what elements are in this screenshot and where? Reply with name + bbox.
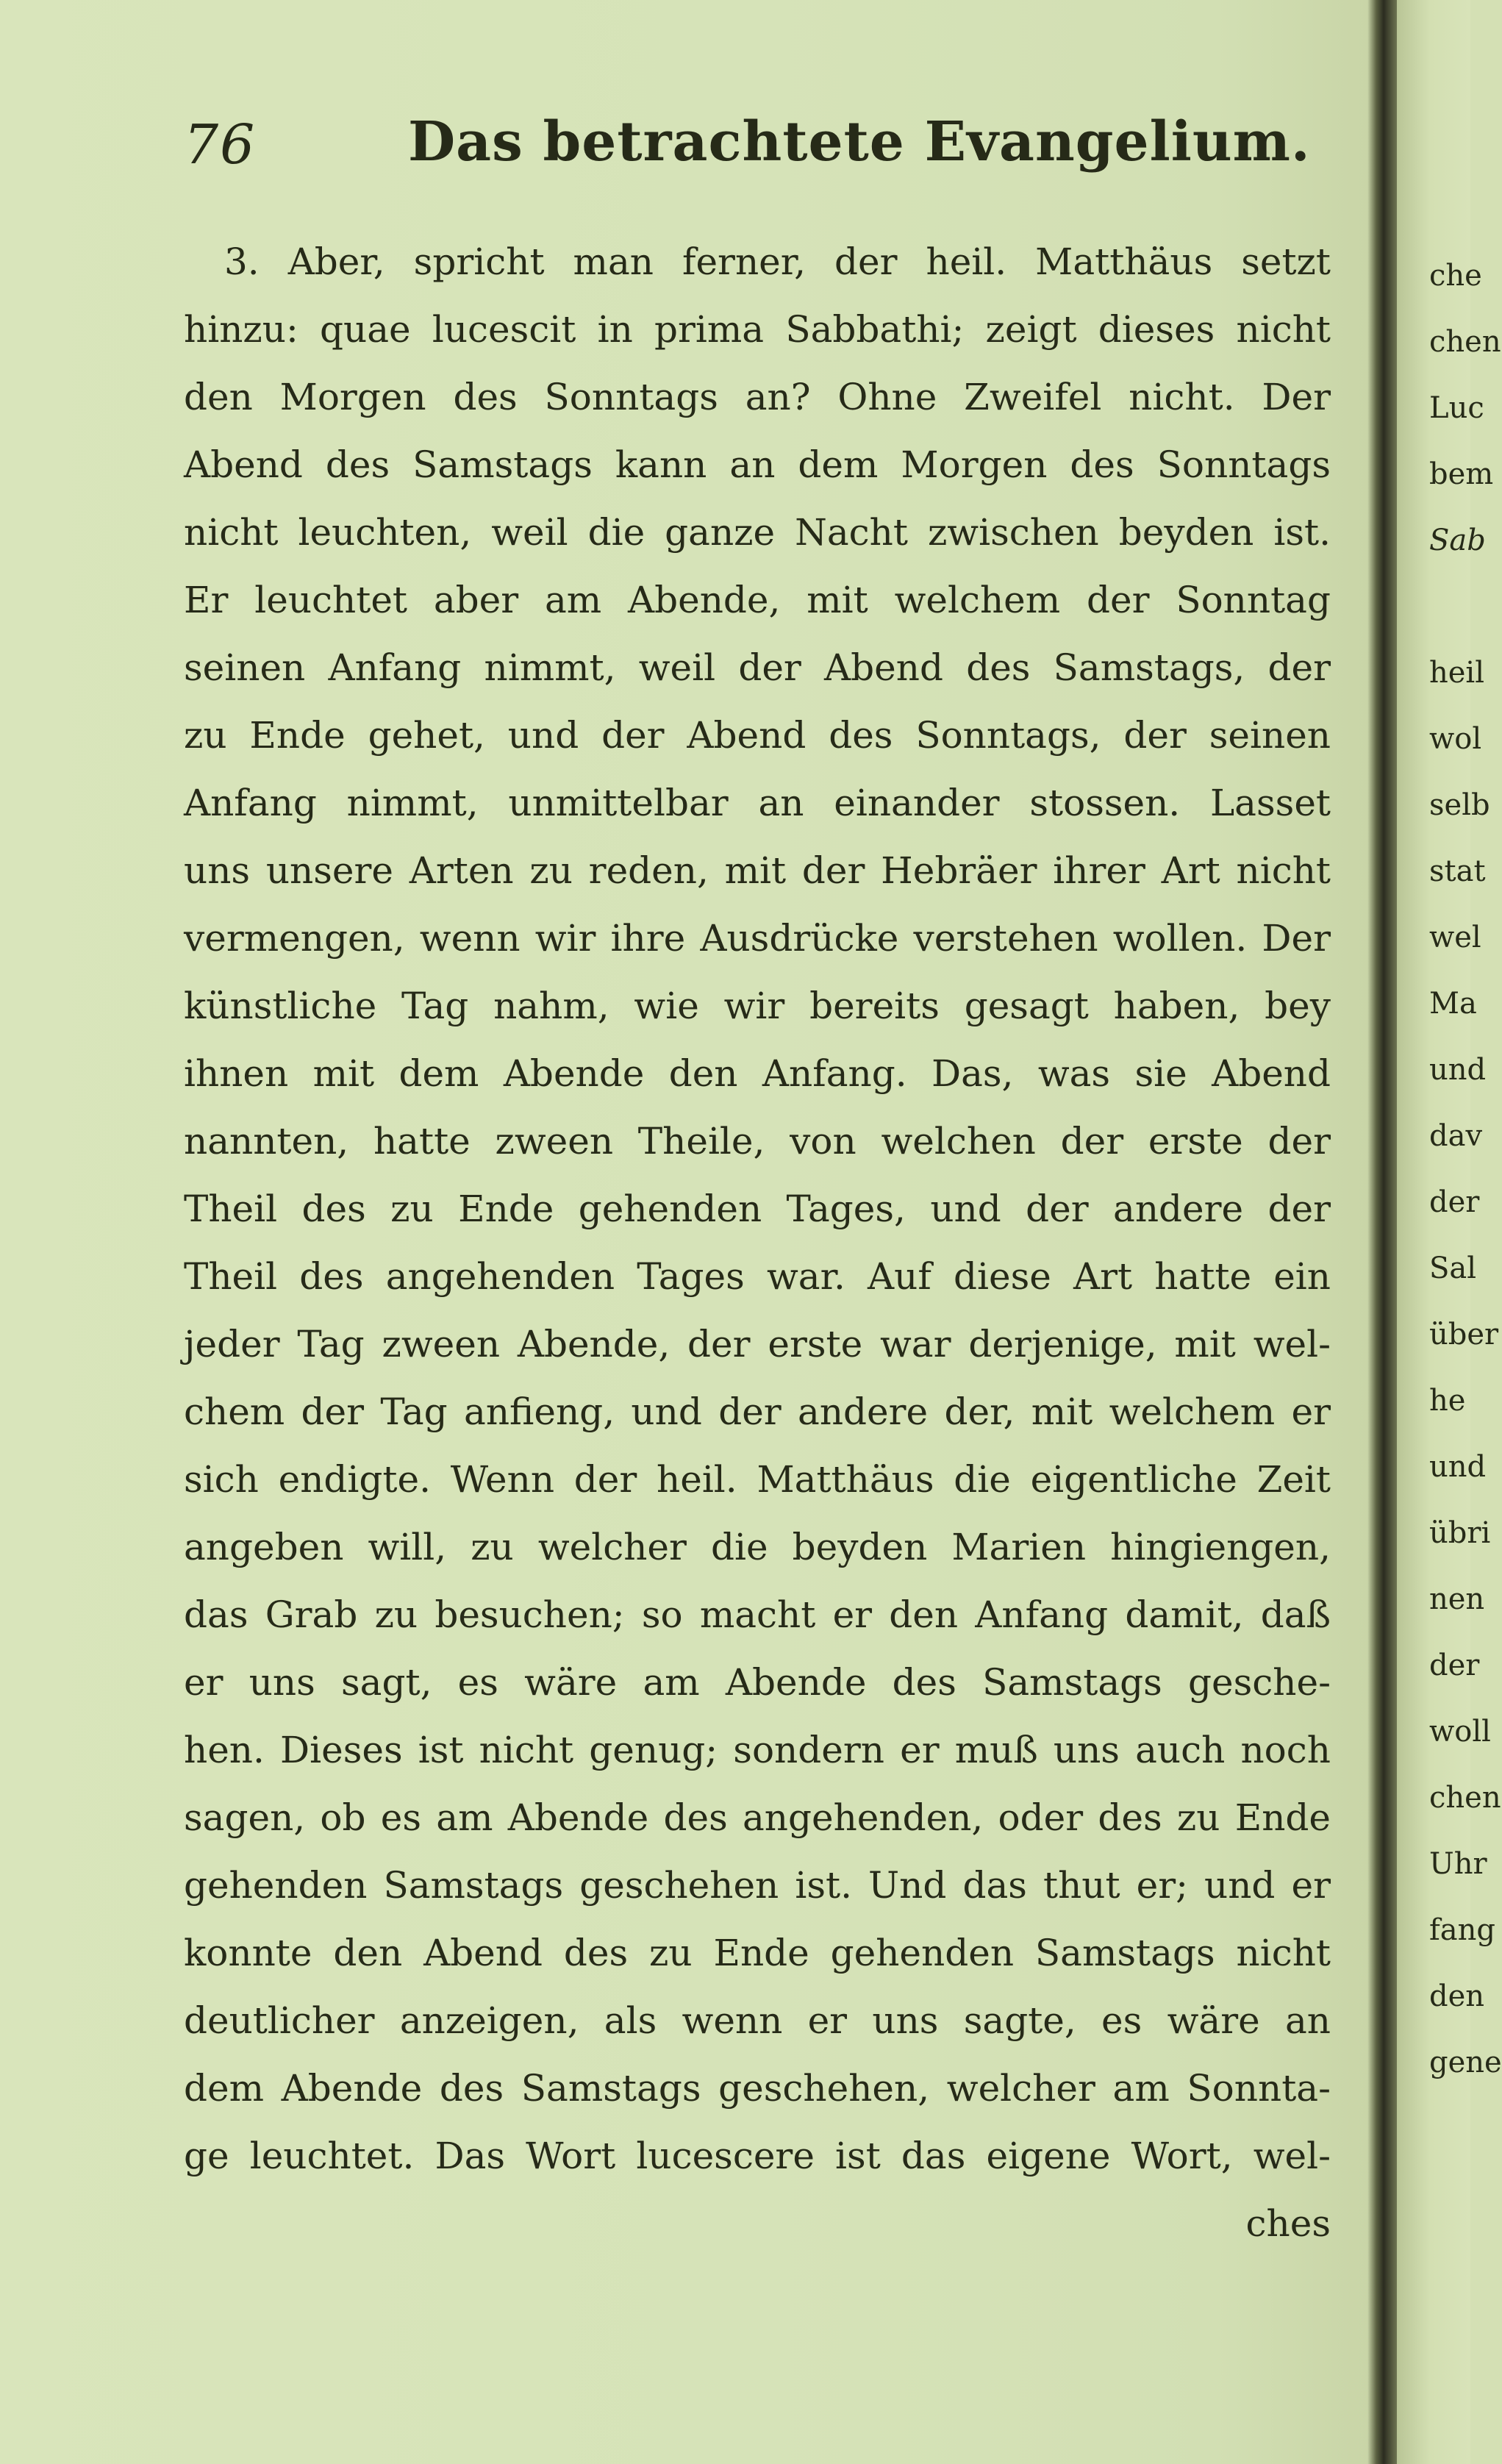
adjacent-page-fragment: Sal — [1429, 1251, 1477, 1285]
adjacent-page-fragment: dav — [1429, 1119, 1483, 1153]
text-line: künstliche Tag nahm, wie wir bereits gesagt haben, bey — [184, 985, 1331, 1027]
text-line: jeder Tag zween Abende, der erste war derjenige, mit wel- — [184, 1323, 1331, 1365]
adjacent-page-fragment: wol — [1429, 722, 1482, 756]
book-gutter — [1367, 0, 1397, 2464]
text-line: hen. Dieses ist nicht genug; sondern er muß uns auch noch — [184, 1729, 1331, 1771]
page-header — [184, 110, 1331, 191]
adjacent-page-fragment: he — [1429, 1384, 1466, 1418]
text-line: zu Ende gehet, und der Abend des Sonntags, der seinen — [184, 714, 1331, 757]
adjacent-page-fragment: den — [1429, 1979, 1485, 2013]
adjacent-page-fragment: und — [1429, 1053, 1487, 1087]
text-line: Theil des zu Ende gehenden Tages, und der andere der — [184, 1188, 1331, 1230]
adjacent-page-fragment: Sab — [1429, 524, 1486, 557]
text-line: Abend des Samstags kann an dem Morgen des Sonntags — [184, 443, 1331, 486]
body-text — [184, 228, 1331, 2257]
adjacent-page-fragment: der — [1429, 1649, 1480, 1682]
text-line: Er leuchtet aber am Abende, mit welchem der Sonntag — [184, 579, 1331, 621]
text-line: sich endigte. Wenn der heil. Matthäus die eigentliche Zeit — [184, 1458, 1331, 1501]
adjacent-page-fragment: heil — [1429, 656, 1485, 690]
text-line: konnte den Abend des zu Ende gehenden Samstags nicht — [184, 1932, 1331, 1974]
adjacent-page-fragment: Luc — [1429, 391, 1484, 425]
text-line: Anfang nimmt, unmittelbar an einander stossen. Lasset — [184, 782, 1331, 824]
adjacent-page-fragment: woll — [1429, 1715, 1491, 1749]
text-line: er uns sagt, es wäre am Abende des Samstags gesche- — [184, 1661, 1331, 1704]
text-line: deutlicher anzeigen, als wenn er uns sagte, es wäre an — [184, 1999, 1331, 2042]
text-line: den Morgen des Sonntags an? Ohne Zweifel nicht. Der — [184, 376, 1331, 418]
text-line: das Grab zu besuchen; so macht er den Anfang damit, daß — [184, 1593, 1331, 1636]
text-line: Theil des angehenden Tages war. Auf diese Art hatte ein — [184, 1255, 1331, 1298]
adjacent-page-fragment: und — [1429, 1450, 1487, 1484]
text-line: nannten, hatte zween Theile, von welchen der erste der — [184, 1120, 1331, 1163]
adjacent-page-fragment — [1397, 574, 1470, 640]
text-line: hinzu: quae lucescit in prima Sabbathi; zeigt dieses nicht — [184, 308, 1331, 351]
text-line: vermengen, wenn wir ihre Ausdrücke verstehen wollen. Der — [184, 917, 1331, 960]
catchword: ches — [1245, 2202, 1331, 2245]
running-title: Das betrachtete Evangelium. — [408, 110, 1311, 174]
text-line: sagen, ob es am Abende des angehenden, oder des zu Ende — [184, 1796, 1331, 1839]
adjacent-page-fragment: Ma — [1429, 987, 1477, 1021]
adjacent-page-fragment: nen — [1429, 1582, 1485, 1616]
adjacent-page-fragment: der — [1429, 1185, 1480, 1219]
adjacent-page-fragment: übri — [1429, 1516, 1491, 1550]
adjacent-page-fragment: gene — [1429, 2046, 1502, 2079]
text-line: angeben will, zu welcher die beyden Marien hingiengen, — [184, 1526, 1331, 1568]
text-line: 3. Aber, spricht man ferner, der heil. Matthäus setzt — [224, 240, 1331, 283]
page-number: 76 — [184, 113, 257, 176]
text-line: dem Abende des Samstags geschehen, welcher am Sonnta- — [184, 2067, 1331, 2110]
text-line: chem der Tag anfieng, und der andere der, mit welchem er — [184, 1390, 1331, 1433]
adjacent-page-fragment: fang — [1429, 1913, 1496, 1947]
text-line: seinen Anfang nimmt, weil der Abend des Samstags, der — [184, 646, 1331, 689]
adjacent-page-fragment: wel — [1429, 921, 1481, 954]
text-line: gehenden Samstags geschehen ist. Und das thut er; und er — [184, 1864, 1331, 1907]
adjacent-page-fragment: bem — [1429, 457, 1494, 491]
adjacent-page-fragment: Uhr — [1429, 1847, 1487, 1881]
adjacent-page-fragment: chen — [1429, 325, 1501, 359]
adjacent-page-edge — [1397, 0, 1502, 2464]
text-line: ihnen mit dem Abende den Anfang. Das, was sie Abend — [184, 1052, 1331, 1095]
adjacent-page-fragment: selb — [1429, 788, 1490, 822]
adjacent-page-fragment: stat — [1429, 854, 1486, 888]
adjacent-page-fragment: che — [1429, 259, 1482, 293]
adjacent-page-fragment: über — [1429, 1318, 1499, 1351]
text-line: uns unsere Arten zu reden, mit der Hebräer ihrer Art nicht — [184, 849, 1331, 892]
text-line: nicht leuchten, weil die ganze Nacht zwischen beyden ist. — [184, 511, 1331, 554]
text-line: ge leuchtet. Das Wort lucescere ist das eigene Wort, wel- — [184, 2135, 1331, 2177]
adjacent-page-fragment: chen — [1429, 1781, 1501, 1815]
